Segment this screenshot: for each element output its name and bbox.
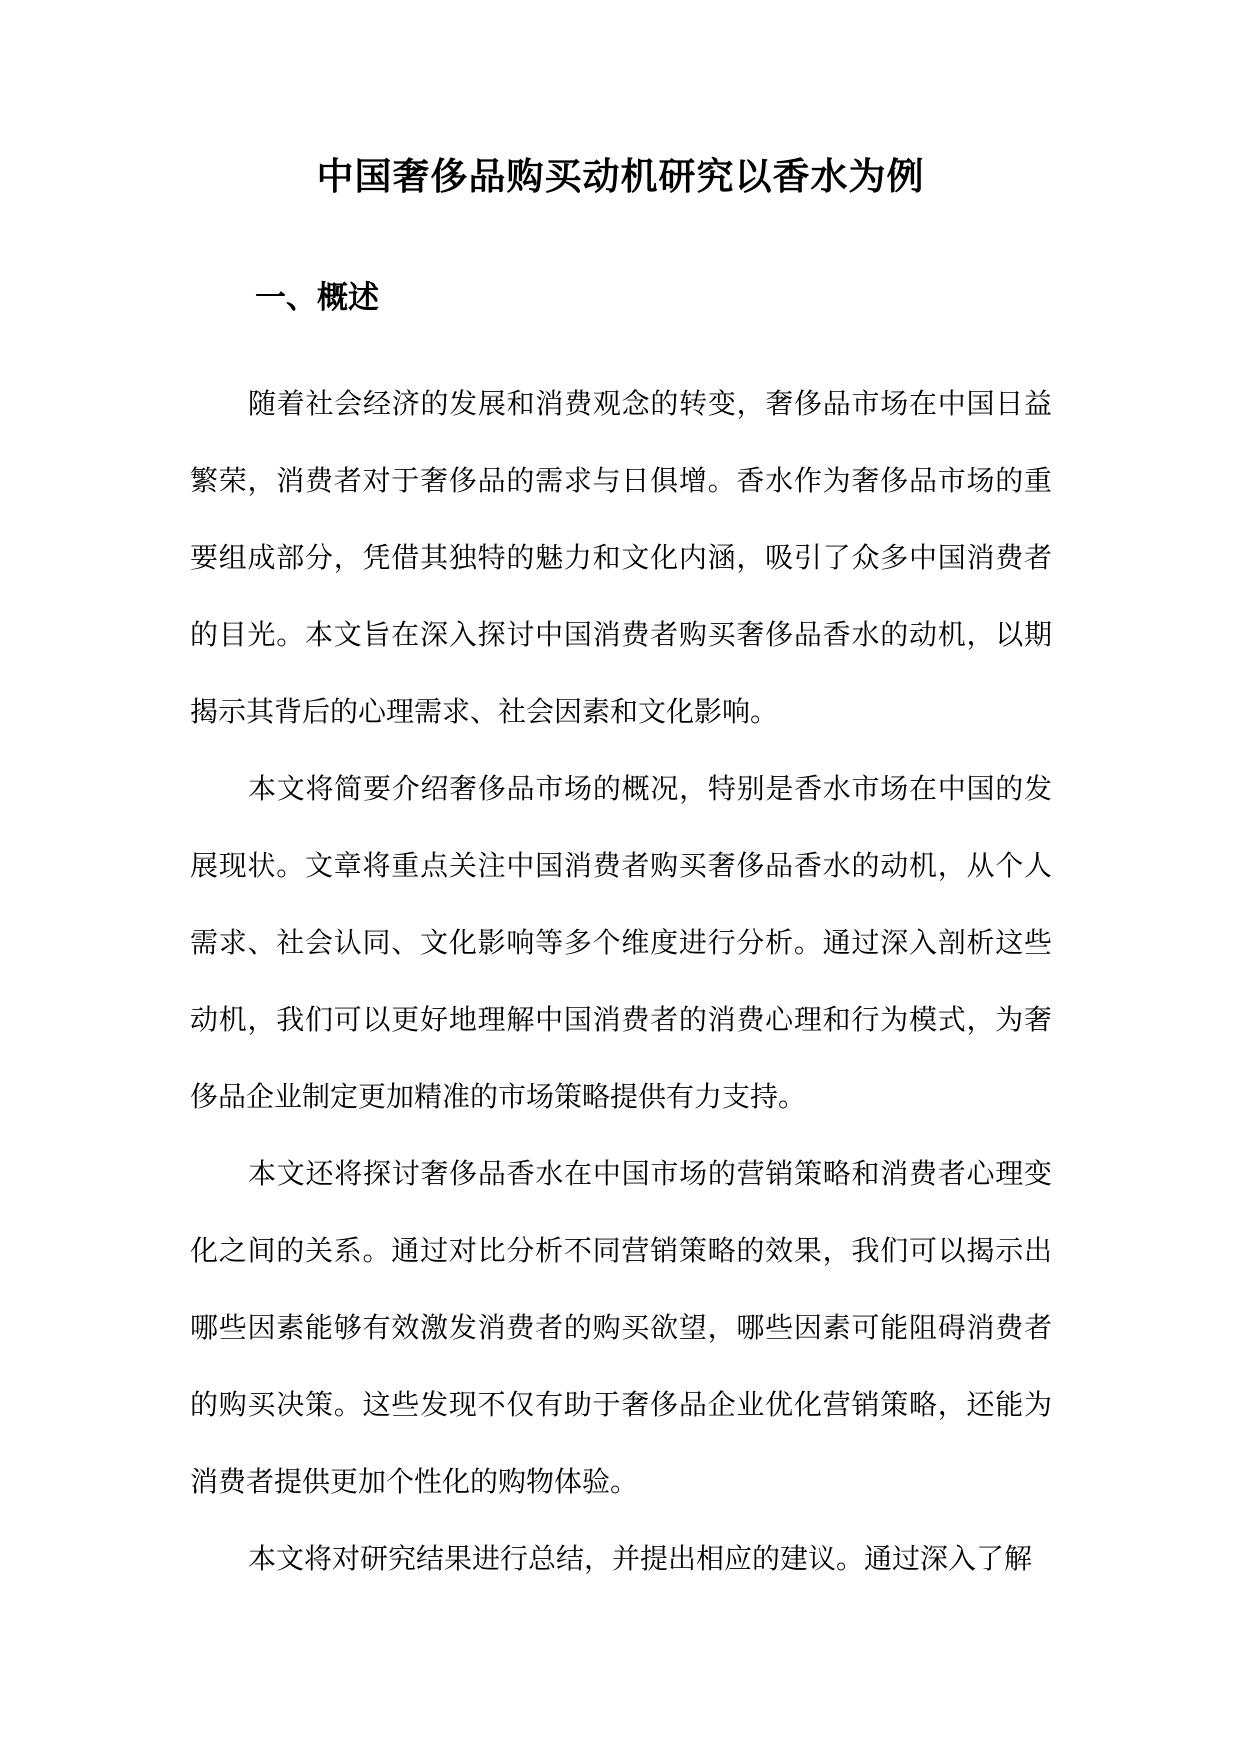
paragraph: 本文将简要介绍奢侈品市场的概况，特别是香水市场在中国的发展现状。文章将重点关注中国消费者购买奢侈品香水的动机，从个人需求、社会认同、文化影响等多个维度进行分析。通过深入剖析这些动机，我们可以更好地理解中国消费者的消费心理和行为模式，为奢侈品企业制定更加精准的市场策略提供有力支持。 [190,772,1052,1113]
document-body [190,365,1052,1597]
paragraph: 随着社会经济的发展和消费观念的转变，奢侈品市场在中国日益繁荣，消费者对于奢侈品的需求与日俱增。香水作为奢侈品市场的重要组成部分，凭借其独特的魅力和文化内涵，吸引了众多中国消费者的目光。本文旨在深入探讨中国消费者购买奢侈品香水的动机，以期揭示其背后的心理需求、社会因素和文化影响。 [190,387,1052,728]
paragraph: 本文将对研究结果进行总结，并提出相应的建议。通过深入了解 [248,1542,1033,1575]
section-heading: 一、概述 [255,280,379,316]
paragraph: 本文还将探讨奢侈品香水在中国市场的营销策略和消费者心理变化之间的关系。通过对比分析不同营销策略的效果，我们可以揭示出哪些因素能够有效激发消费者的购买欲望，哪些因素可能阻碍消费者的购买决策。这些发现不仅有助于奢侈品企业优化营销策略，还能为消费者提供更加个性化的购物体验。 [190,1157,1052,1498]
document-title: 中国奢侈品购买动机研究以香水为例 [316,154,925,198]
